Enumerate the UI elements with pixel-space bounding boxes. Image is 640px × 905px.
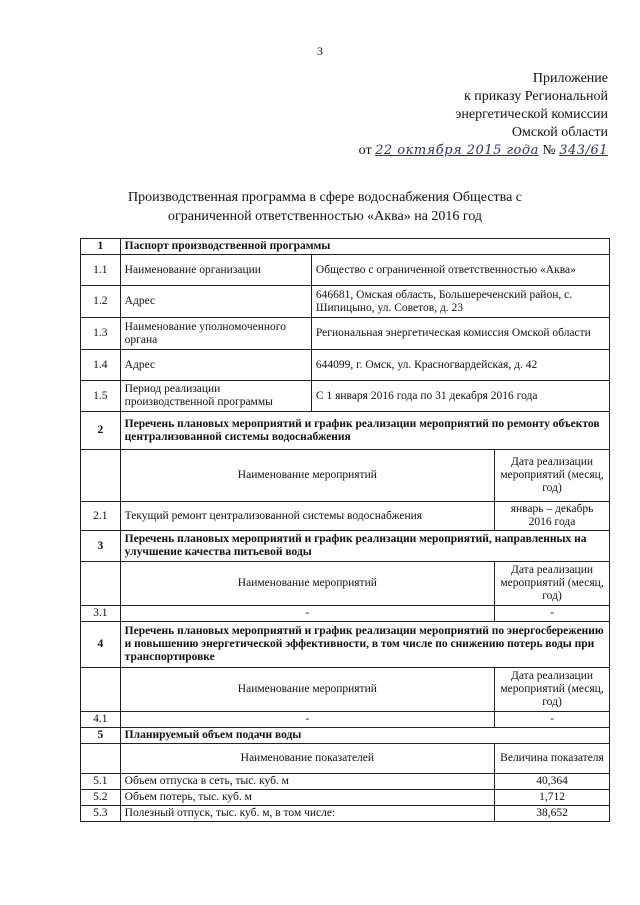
table-row <box>81 806 610 822</box>
table-row <box>81 255 610 286</box>
section-num: 5 <box>81 728 121 744</box>
section5-header <box>81 728 610 744</box>
row-label: Адрес <box>120 350 311 381</box>
column-header-row <box>81 450 610 502</box>
from-prefix: от <box>358 143 372 158</box>
row-label: Наименование организации <box>120 255 311 286</box>
row-num: 1.2 <box>81 286 121 318</box>
col-date: Дата реализации мероприятий (месяц, год) <box>495 668 610 712</box>
number-prefix: № <box>542 143 556 158</box>
section-num: 3 <box>81 531 121 562</box>
row-name: Полезный отпуск, тыс. куб. м, в том числе: <box>120 806 494 822</box>
row-num: 5.1 <box>81 774 121 790</box>
row-value: 40,364 <box>495 774 610 790</box>
section-heading: Перечень плановых мероприятий и график реализации мероприятий, направленных на улучшение качества питьевой воды <box>120 531 609 562</box>
col-name: Наименование мероприятий <box>120 668 494 712</box>
appendix-line3: энергетической комиссии <box>455 107 608 122</box>
program-table <box>80 238 610 822</box>
row-name: Объем потерь, тыс. куб. м <box>120 790 494 806</box>
row-value: С 1 января 2016 года по 31 декабря 2016 года <box>311 381 609 412</box>
col-date: Дата реализации мероприятий (месяц, год) <box>495 562 610 606</box>
col-value: Величина показателя <box>495 744 610 774</box>
column-header-row <box>81 744 610 774</box>
col-name: Наименование мероприятий <box>120 562 494 606</box>
row-value: Общество с ограниченной ответственностью «Аква» <box>311 255 609 286</box>
section1-header <box>81 239 610 255</box>
section-num: 2 <box>81 412 121 450</box>
row-value: Региональная энергетическая комиссия Омской области <box>311 318 609 350</box>
section4-header <box>81 622 610 668</box>
row-name: - <box>120 712 494 728</box>
row-label: Наименование уполномоченного органа <box>120 318 311 350</box>
row-name: Объем отпуска в сеть, тыс. куб. м <box>120 774 494 790</box>
table-row <box>81 790 610 806</box>
col-name: Наименование показателей <box>120 744 494 774</box>
row-num: 1.1 <box>81 255 121 286</box>
row-date: январь – декабрь 2016 года <box>495 502 610 531</box>
row-date: - <box>495 606 610 622</box>
row-label: Адрес <box>120 286 311 318</box>
table-row <box>81 350 610 381</box>
row-value: 646681, Омская область, Большереченский район, с. Шипицыно, ул. Советов, д. 23 <box>311 286 609 318</box>
column-header-row <box>81 668 610 712</box>
row-num: 3.1 <box>81 606 121 622</box>
appendix-date-line <box>359 142 608 160</box>
row-num: 1.3 <box>81 318 121 350</box>
row-label: Период реализации производственной программы <box>120 381 311 412</box>
section3-header <box>81 531 610 562</box>
section-heading: Планируемый объем подачи воды <box>120 728 609 744</box>
section-heading: Паспорт производственной программы <box>120 239 609 255</box>
row-value: 38,652 <box>495 806 610 822</box>
document-title <box>90 188 560 226</box>
appendix-header <box>359 70 608 160</box>
handwritten-number: 343/61 <box>559 143 608 158</box>
handwritten-date: 22 октября 2015 года <box>375 143 539 158</box>
row-value: 1,712 <box>495 790 610 806</box>
row-num: 5.3 <box>81 806 121 822</box>
row-name: - <box>120 606 494 622</box>
col-date: Дата реализации мероприятий (месяц, год) <box>495 450 610 502</box>
table-row <box>81 712 610 728</box>
section-num: 1 <box>81 239 121 255</box>
row-num: 5.2 <box>81 790 121 806</box>
table-row <box>81 606 610 622</box>
section-heading: Перечень плановых мероприятий и график реализации мероприятий по энергосбережению и повышению энергетической эффективности, в том числе по снижению потерь воды при транспортировке <box>120 622 609 668</box>
appendix-line2: к приказу Региональной <box>463 89 608 104</box>
table-row <box>81 318 610 350</box>
row-num: 1.4 <box>81 350 121 381</box>
section-heading: Перечень плановых мероприятий и график реализации мероприятий по ремонту объектов централизованной системы водоснабжения <box>120 412 609 450</box>
column-header-row <box>81 562 610 606</box>
table-row <box>81 774 610 790</box>
row-num: 4.1 <box>81 712 121 728</box>
table-row <box>81 286 610 318</box>
table-row <box>81 381 610 412</box>
section-num: 4 <box>81 622 121 668</box>
col-name: Наименование мероприятий <box>120 450 494 502</box>
title-line1: Производственная программа в сфере водоснабжения Общества с <box>127 190 523 205</box>
appendix-line4: Омской области <box>511 125 608 140</box>
row-num: 1.5 <box>81 381 121 412</box>
row-name: Текущий ремонт централизованной системы водоснабжения <box>120 502 494 531</box>
section2-header <box>81 412 610 450</box>
page-number: 3 <box>317 44 323 58</box>
title-line2: ограниченной ответственностью «Аква» на 2016 год <box>167 209 483 224</box>
appendix-line1: Приложение <box>532 71 608 86</box>
row-value: 644099, г. Омск, ул. Красногвардейская, д. 42 <box>311 350 609 381</box>
row-num: 2.1 <box>81 502 121 531</box>
row-date: - <box>495 712 610 728</box>
table-row <box>81 502 610 531</box>
